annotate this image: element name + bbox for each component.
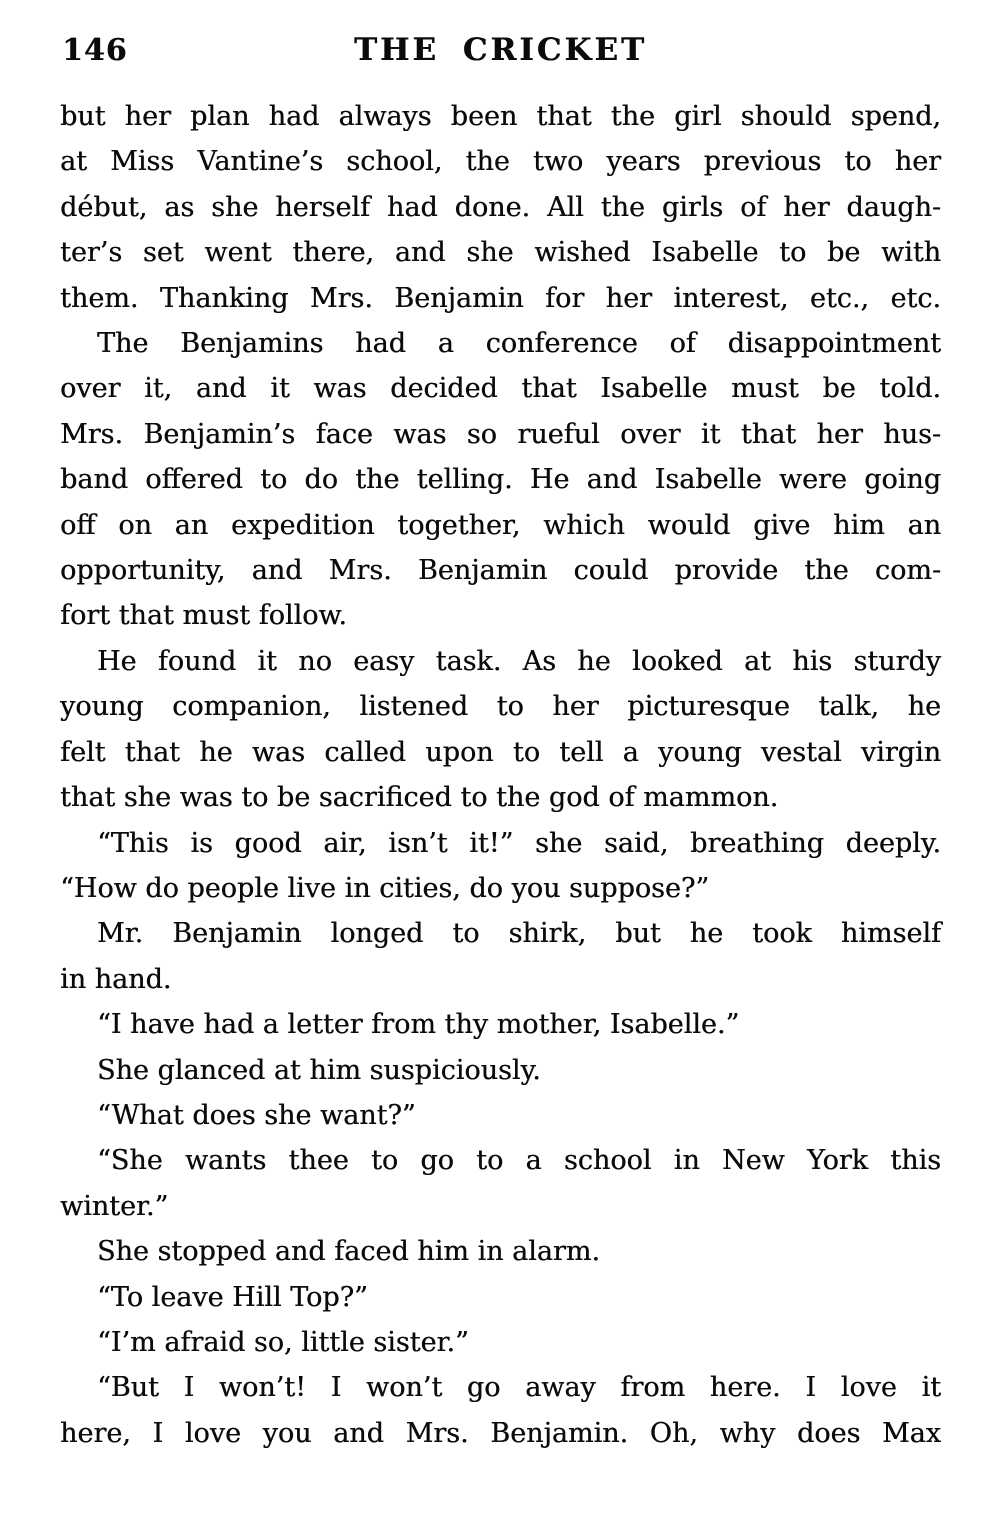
text-line: off on an expedition together, which would give him an — [60, 509, 941, 541]
text-line: “I have had a letter from thy mother, Isabelle.” — [97, 1009, 740, 1041]
text-line: winter.” — [60, 1190, 169, 1222]
text-line: She stopped and faced him in alarm. — [97, 1236, 600, 1268]
text-line: fort that must follow. — [60, 600, 347, 632]
text-line: in hand. — [60, 963, 172, 995]
text-line: “She wants thee to go to a school in New York this — [97, 1145, 941, 1177]
text-line: opportunity, and Mrs. Benjamin could provide the com- — [60, 555, 941, 587]
text-line: “To leave Hill Top?” — [97, 1281, 368, 1313]
text-line: “This is good air, isn’t it!” she said, breathing deeply. — [97, 827, 941, 859]
running-title: THE CRICKET — [353, 32, 648, 68]
text-line: over it, and it was decided that Isabelle must be told. — [60, 373, 941, 405]
page-number: 146 — [62, 33, 128, 68]
text-line: The Benjamins had a conference of disappointment — [97, 328, 941, 360]
text-line: but her plan had always been that the girl should spend, — [60, 101, 941, 132]
text-line: that she was to be sacrificed to the god of mammon. — [60, 782, 779, 814]
text-line: Mrs. Benjamin’s face was so rueful over it that her hus- — [60, 418, 941, 450]
text-line: them. Thanking Mrs. Benjamin for her interest, etc., etc. — [60, 282, 941, 314]
text-line: young companion, listened to her picturesque talk, he — [60, 691, 941, 723]
text-line: début, as she herself had done. All the girls of her daugh- — [60, 191, 941, 223]
text-line: Mr. Benjamin longed to shirk, but he took himself — [97, 918, 941, 950]
text-line: “What does she want?” — [97, 1099, 416, 1131]
text-line: She glanced at him suspiciously. — [97, 1054, 541, 1086]
text-line: “But I won’t! I won’t go away from here. I love it — [97, 1372, 941, 1404]
text-line: band offered to do the telling. He and Isabelle were going — [60, 464, 941, 496]
body-text — [60, 94, 941, 1456]
text-line: felt that he was called upon to tell a young vestal virgin — [60, 736, 941, 768]
page-header — [60, 32, 941, 72]
text-line: ter’s set went there, and she wished Isabelle to be with — [60, 237, 941, 269]
text-line: “I’m afraid so, little sister.” — [97, 1326, 469, 1358]
text-line: here, I love you and Mrs. Benjamin. Oh, why does Max — [60, 1417, 941, 1449]
text-line: at Miss Vantine’s school, the two years previous to her — [60, 146, 941, 178]
text-line: “How do people live in cities, do you suppose?” — [60, 872, 710, 904]
text-line: He found it no easy task. As he looked at his sturdy — [97, 645, 941, 677]
